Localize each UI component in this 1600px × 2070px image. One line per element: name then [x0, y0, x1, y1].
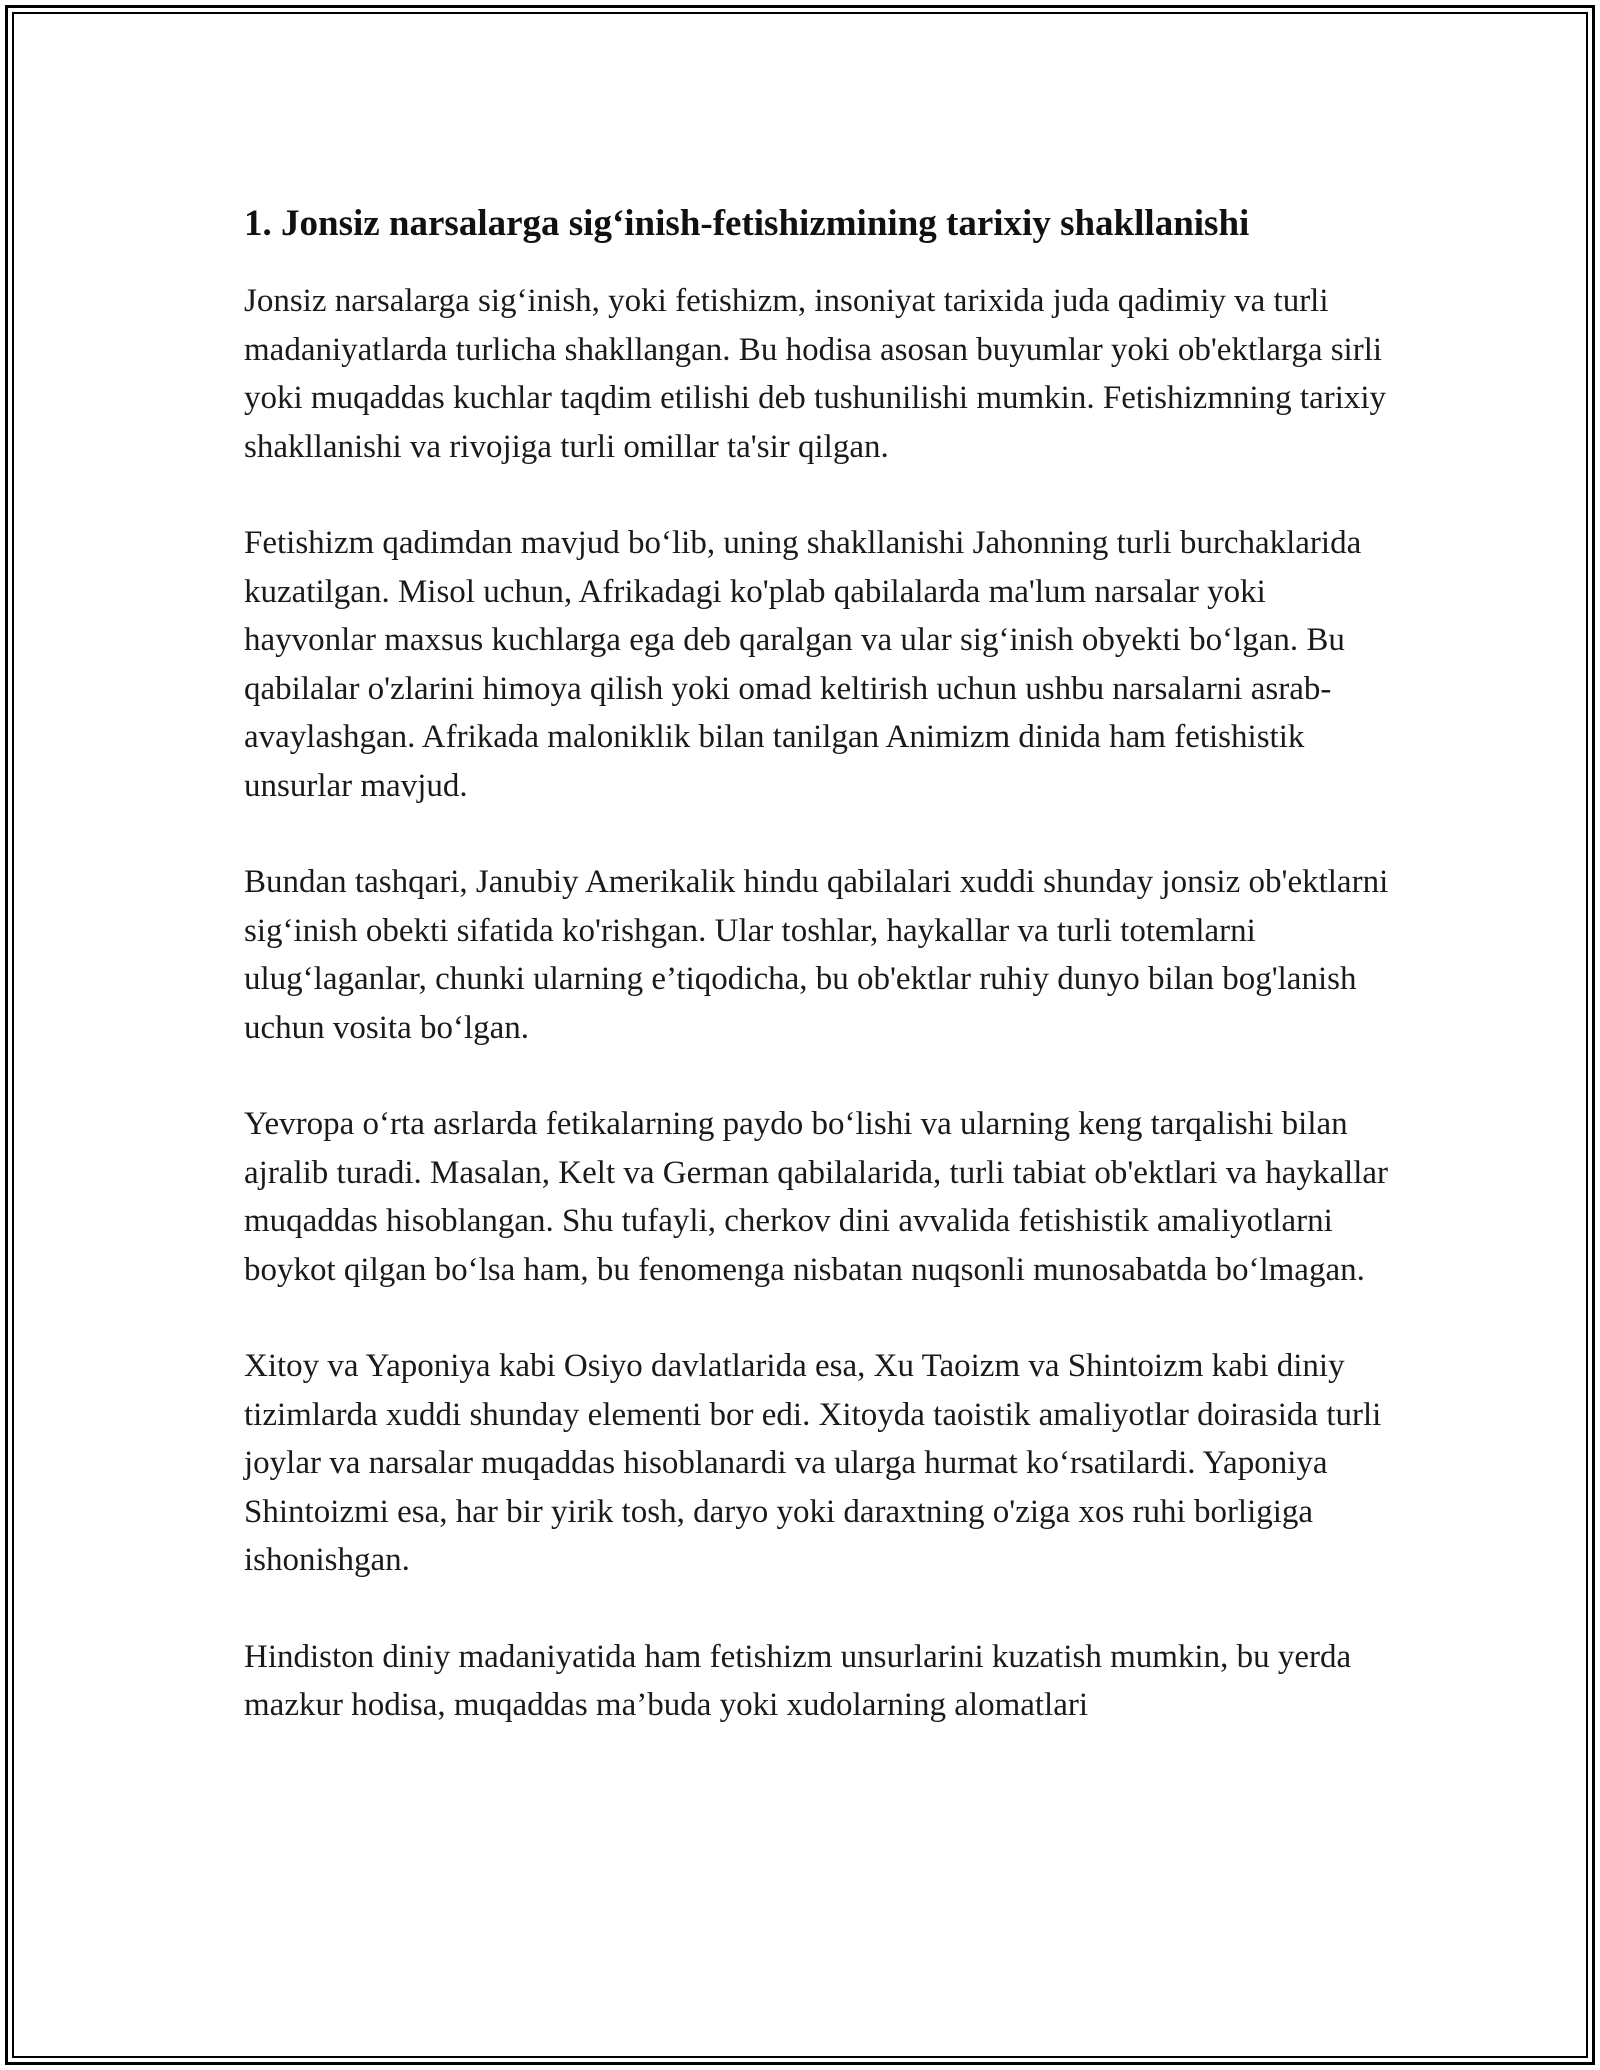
paragraph-5: Xitoy va Yaponiya kabi Osiyo davlatlarida esa, Xu Taoizm va Shintoizm kabi diniy tizimlarda xuddi shunday elementi bor edi. Xitoyda taoistik amaliyotlar doirasida turli joylar va narsalar muqaddas hisoblanardi va ularga hurmat ko‘rsatilardi. Yaponiya Shintoizmi esa, har bir yirik tosh, daryo yoki daraxtning o'ziga xos ruhi borligiga ishonishgan. — [244, 1348, 1382, 1578]
paragraph-3: Bundan tashqari, Janubiy Amerikalik hindu qabilalari xuddi shunday jonsiz ob'ektlarni sig‘inish obekti sifatida ko'rishgan. Ular toshlar, haykallar va turli totemlarni ulug‘laganlar, chunki ularning e’tiqodicha, bu ob'ektlar ruhiy dunyo bilan bog'lanish uchun vosita bo‘lgan. — [244, 864, 1389, 1046]
document-body — [244, 196, 1394, 1778]
page-frame — [5, 5, 1595, 2065]
paragraph-6: Hindiston diniy madaniyatida ham fetishizm unsurlarini kuzatish mumkin, bu yerda mazkur hodisa, muqaddas ma’buda yoki xudolarning alomatlari — [244, 1638, 1352, 1723]
paragraph-2: Fetishizm qadimdan mavjud bo‘lib, uning shakllanishi Jahonning turli burchaklarida kuzatilgan. Misol uchun, Afrikadagi ko'plab qabilalarda ma'lum narsalar yoki hayvonlar maxsus kuchlarga ega deb qaralgan va ular sig‘inish obyekti bo‘lgan. Bu qabilalar o'zlarini himoya qilish yoki omad keltirish uchun ushbu narsalarni asrab-avaylashgan. Afrikada maloniklik bilan tanilgan Animizm dinida ham fetishistik unsurlar mavjud. — [244, 525, 1362, 804]
paragraph-1: Jonsiz narsalarga sig‘inish, yoki fetishizm, insoniyat tarixida juda qadimiy va turli madaniyatlarda turlicha shakllangan. Bu hodisa asosan buyumlar yoki ob'ektlarga sirli yoki muqaddas kuchlar taqdim etilishi deb tushunilishi mumkin. Fetishizmning tarixiy shakllanishi va rivojiga turli omillar ta'sir qilgan. — [244, 283, 1387, 465]
section-title: 1. Jonsiz narsalarga sig‘inish-fetishizmining tarixiy shakllanishi — [244, 203, 1250, 244]
paragraph-4: Yevropa o‘rta asrlarda fetikalarning paydo bo‘lishi va ularning keng tarqalishi bilan ajralib turadi. Masalan, Kelt va German qabilalarida, turli tabiat ob'ektlari va haykallar muqaddas hisoblangan. Shu tufayli, cherkov dini avvalida fetishistik amaliyotlarni boykot qilgan bo‘lsa ham, bu fenomenga nisbatan nuqsonli munosabatda bo‘lmagan. — [244, 1106, 1388, 1288]
